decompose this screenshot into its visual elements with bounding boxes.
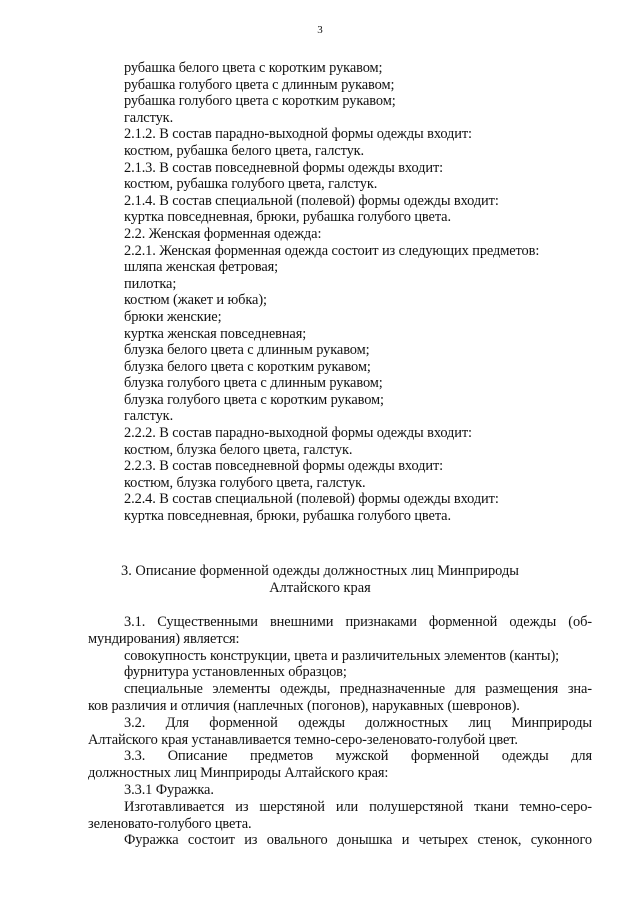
text-line: брюки женские; <box>124 308 222 325</box>
text-line: куртка повседневная, брюки, рубашка голубого цвета. <box>124 508 451 525</box>
section-heading <box>0 563 640 597</box>
text-line: костюм, рубашка голубого цвета, галстук. <box>124 176 378 193</box>
text-line: 2.1.2. В состав парадно-выходной формы одежды входит: <box>124 126 472 143</box>
text-line: костюм, рубашка белого цвета, галстук. <box>124 142 365 159</box>
paragraph-line: 3.3. Описание предметов мужской форменной одежды для <box>124 748 592 765</box>
section-heading-line: Алтайского края <box>269 580 371 596</box>
text-line: 2.1.4. В состав специальной (полевой) формы одежды входит: <box>124 192 499 209</box>
text-line: галстук. <box>124 109 174 126</box>
text-line: шляпа женская фетровая; <box>124 259 279 276</box>
text-line: костюм, блузка белого цвета, галстук. <box>124 441 353 458</box>
paragraph-line: Фуражка состоит из овального донышка и четырех стенок, суконного <box>124 832 592 849</box>
text-line: блузка белого цвета с коротким рукавом; <box>124 358 371 375</box>
paragraph-line: совокупность конструкции, цвета и различительных элементов (канты); <box>124 647 560 664</box>
paragraph-line: Изготавливается из шерстяной или полушерстяной ткани темно-серо- <box>124 798 592 815</box>
text-line: куртка женская повседневная; <box>124 325 307 342</box>
text-line: 2.2.1. Женская форменная одежда состоит из следующих предметов: <box>124 242 540 259</box>
paragraph-line: фурнитура установленных образцов; <box>124 664 347 681</box>
text-line: 2.2.2. В состав парадно-выходной формы одежды входит: <box>124 425 472 442</box>
text-line: 2.2.3. В состав повседневной формы одежды входит: <box>124 458 444 475</box>
paragraph-line: 3.1. Существенными внешними признаками форменной одежды (об- <box>124 614 592 630</box>
paragraph-line: 3.3.1 Фуражка. <box>124 781 214 798</box>
text-line: блузка белого цвета с длинным рукавом; <box>124 342 370 359</box>
text-line: рубашка голубого цвета с коротким рукавом; <box>124 93 396 110</box>
paragraph-line: ков различия и отличия (наплечных (погонов), нарукавных (шевронов). <box>88 697 520 714</box>
section-3-body <box>0 614 640 849</box>
text-line: блузка голубого цвета с коротким рукавом; <box>124 391 384 408</box>
text-line: 2.1.3. В состав повседневной формы одежды входит: <box>124 159 444 176</box>
paragraph-line: Алтайского края устанавливается темно-серо-зеленовато-голубой цвет. <box>88 731 518 748</box>
text-line: галстук. <box>124 408 174 425</box>
text-line: костюм (жакет и юбка); <box>124 292 267 309</box>
paragraph-line: мундирования) является: <box>88 630 240 647</box>
text-line: блузка голубого цвета с длинным рукавом; <box>124 375 383 392</box>
paragraph-line: 3.2. Для форменной одежды должностных лиц Минприроды <box>124 714 592 731</box>
page-number: 3 <box>317 24 323 36</box>
text-line: куртка повседневная, брюки, рубашка голубого цвета. <box>124 209 451 226</box>
text-line: рубашка белого цвета с коротким рукавом; <box>124 60 383 76</box>
paragraph-line: специальные элементы одежды, предназначенные для размещения зна- <box>124 681 592 698</box>
document-body <box>0 60 640 525</box>
text-line: костюм, блузка голубого цвета, галстук. <box>124 474 366 491</box>
text-line: 2.2.4. В состав специальной (полевой) формы одежды входит: <box>124 491 499 508</box>
text-line: 2.2. Женская форменная одежда: <box>124 225 322 242</box>
paragraph-line: должностных лиц Минприроды Алтайского края: <box>88 765 389 782</box>
text-line: пилотка; <box>124 275 177 292</box>
section-heading-line: 3. Описание форменной одежды должностных лиц Минприроды <box>121 563 519 579</box>
text-line: рубашка голубого цвета с длинным рукавом; <box>124 76 395 93</box>
paragraph-line: зеленовато-голубого цвета. <box>88 815 252 832</box>
